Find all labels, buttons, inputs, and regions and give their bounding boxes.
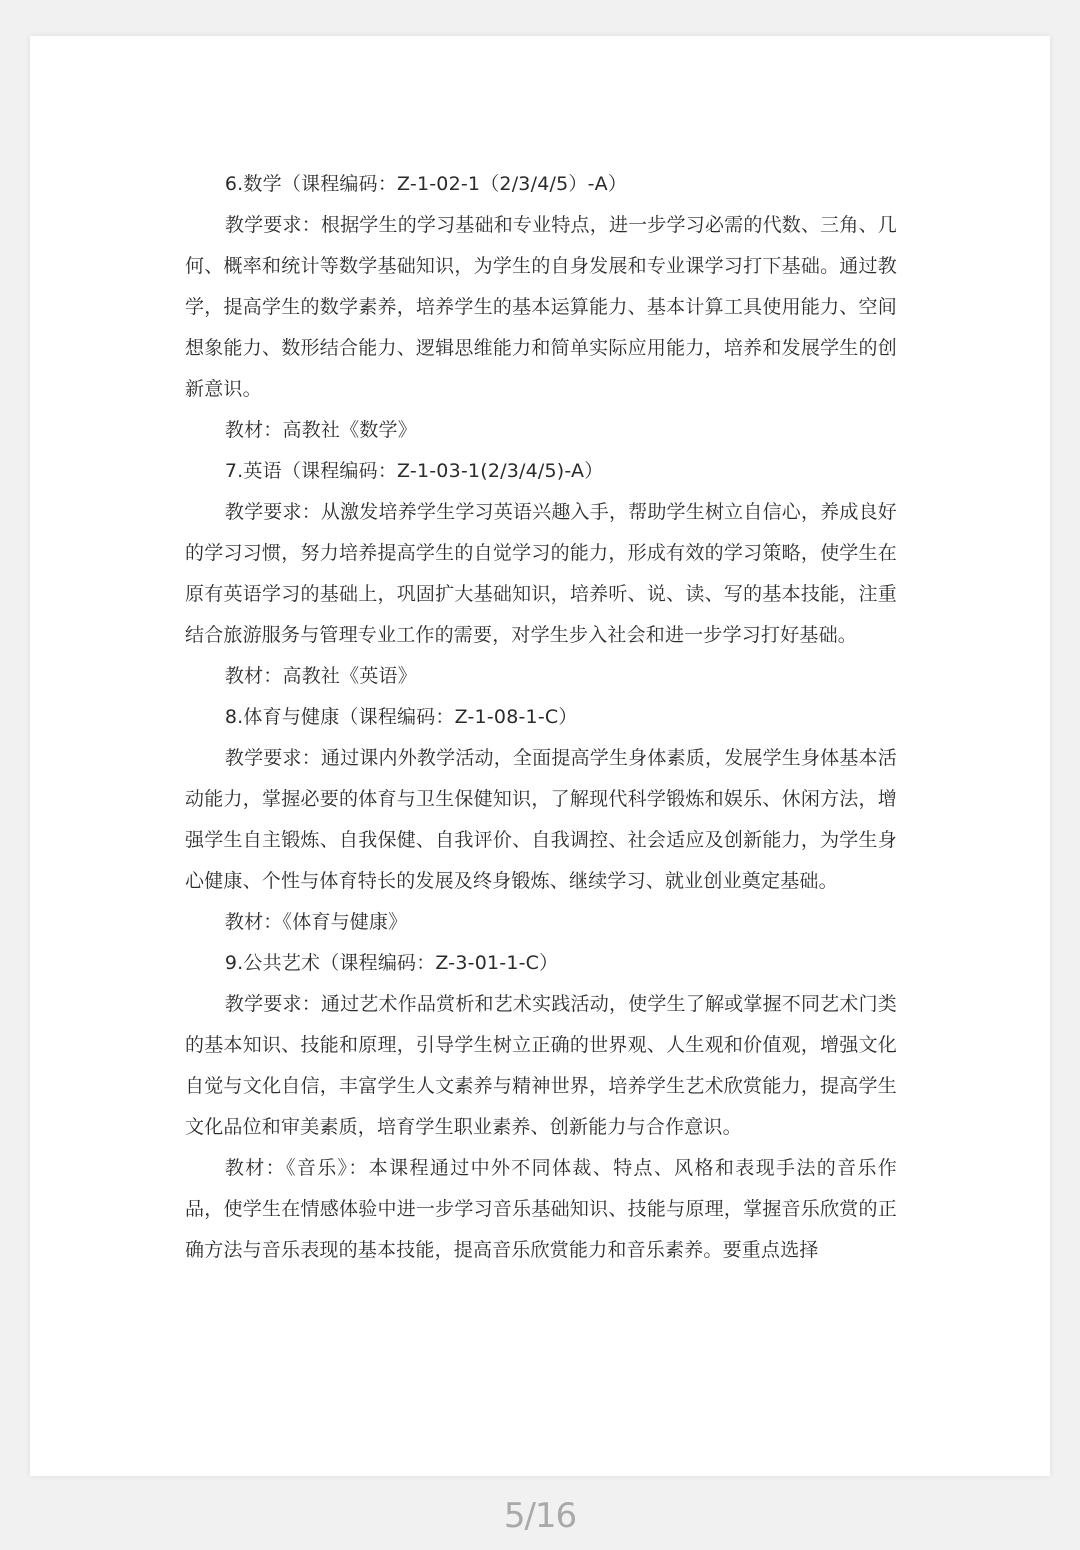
paragraph-art-textbook: 教材：《音乐》：本课程通过中外不同体裁、特点、风格和表现手法的音乐作品，使学生在情感体验中进一步学习音乐基础知识、技能与原理，掌握音乐欣赏的正确方法与音乐表现的基本技能，提高音乐欣赏能力和音乐素养。要重点选择 [185,1157,897,1261]
paragraph-english-requirements: 教学要求：从激发培养学生学习英语兴趣入手，帮助学生树立自信心，养成良好的学习习惯，努力培养提高学生的自觉学习的能力，形成有效的学习策略，使学生在原有英语学习的基础上，巩固扩大基础知识，培养听、说、读、写的基本技能，注重结合旅游服务与管理专业工作的需要，对学生步入社会和进一步学习打好基础。 [185,501,897,646]
paragraph-art-requirements: 教学要求：通过艺术作品赏析和艺术实践活动，使学生了解或掌握不同艺术门类的基本知识、技能和原理，引导学生树立正确的世界观、人生观和价值观，增强文化自觉与文化自信，丰富学生人文素养与精神世界，培养学生艺术欣赏能力，提高学生文化品位和审美素质，培育学生职业素养、创新能力与合作意识。 [185,993,897,1138]
section-heading-math: 6.数学（课程编码：Z-1-02-1（2/3/4/5）-A） [224,173,628,195]
paragraph-math-textbook: 教材：高教社《数学》 [224,419,417,441]
document-body [185,164,897,1271]
document-page [30,36,1050,1476]
paragraph-english-textbook: 教材：高教社《英语》 [224,665,417,687]
section-heading-art: 9.公共艺术（课程编码：Z-3-01-1-C） [224,952,559,974]
page-number: 5/16 [503,1496,577,1536]
paragraph-pe-textbook: 教材：《体育与健康》 [224,911,408,933]
section-heading-english: 7.英语（课程编码：Z-1-03-1(2/3/4/5)-A） [224,460,604,482]
paragraph-pe-requirements: 教学要求：通过课内外教学活动，全面提高学生身体素质，发展学生身体基本活动能力，掌握必要的体育与卫生保健知识，了解现代科学锻炼和娱乐、休闲方法，增强学生自主锻炼、自我保健、自我评价、自我调控、社会适应及创新能力，为学生身心健康、个性与体育特长的发展及终身锻炼、继续学习、就业创业奠定基础。 [185,747,897,892]
paragraph-math-requirements: 教学要求：根据学生的学习基础和专业特点，进一步学习必需的代数、三角、几何、概率和统计等数学基础知识，为学生的自身发展和专业课学习打下基础。通过教学，提高学生的数学素养，培养学生的基本运算能力、基本计算工具使用能力、空间想象能力、数形结合能力、逻辑思维能力和简单实际应用能力，培养和发展学生的创新意识。 [185,214,897,400]
section-heading-pe: 8.体育与健康（课程编码：Z-1-08-1-C） [224,706,578,728]
